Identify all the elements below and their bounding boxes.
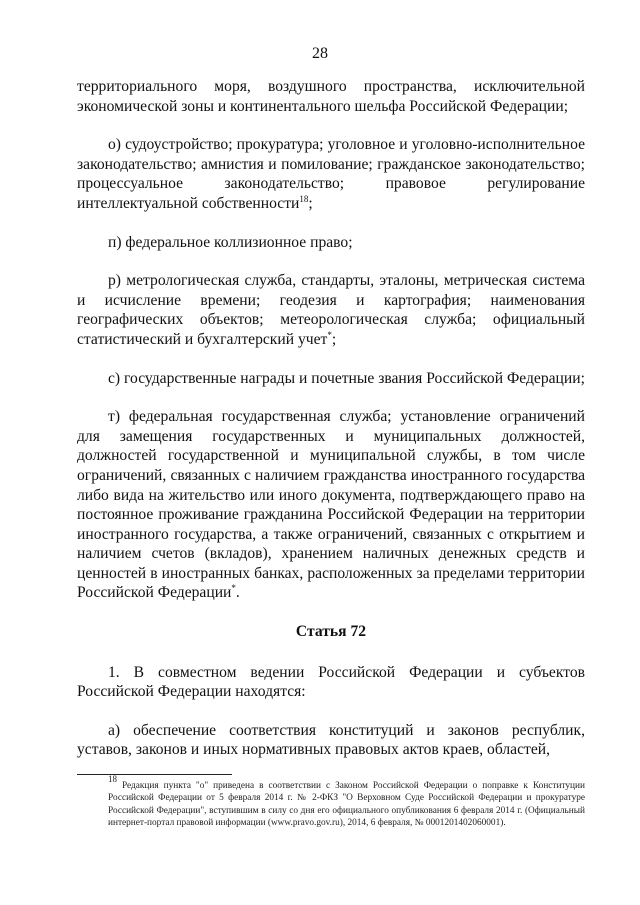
paragraph-p: п) федеральное коллизионное право;	[108, 233, 353, 251]
article-item-a: а) обеспечение соответствия конституций и законов республик, уставов, законов и иных нормативных правовых актов краев, областей,	[77, 721, 585, 759]
footnote-ref-18[interactable]: 18	[299, 193, 309, 204]
paragraph-t-end: .	[235, 584, 240, 602]
footnote-body	[77, 774, 585, 830]
article-item-1: 1. В совместном ведении Российской Федерации и субъектов Российской Федерации находятся:	[77, 663, 585, 701]
footnote-ref-asterisk[interactable]: *	[231, 583, 236, 594]
paragraph-o-text: о) судоустройство; прокуратура; уголовное и уголовно-исполнительное законодательство; амнистия и помилование; гражданское законодательство; процессуальное законодательство; правовое регулирование интеллектуальной собственности	[77, 136, 585, 212]
paragraph-t	[77, 407, 585, 603]
footnote	[77, 774, 585, 830]
paragraph-o-end: ;	[308, 194, 313, 212]
footnote-mark: 18	[108, 774, 117, 784]
paragraph-r-end: ;	[331, 330, 337, 348]
paragraph-intro: территориального моря, воздушного пространства, исключительной экономической зоны и континентального шельфа Российской Федерации;	[77, 78, 585, 115]
page-number: 28	[312, 45, 328, 62]
paragraph-r	[77, 271, 585, 349]
paragraph-r-text: р) метрологическая служба, стандарты, эталоны, метрическая система и исчисление времени; геодезия и картография; наименования географических объектов; метеорологическая служба; официальный статистический и бухгалтерский учет	[77, 272, 585, 348]
article-heading: Статья 72	[295, 623, 367, 641]
paragraph-s: с) государственные награды и почетные звания Российской Федерации;	[108, 369, 585, 387]
paragraph-t-text: т) федеральная государственная служба; установление ограничений для замещения государственных и муниципальных должностей, должностей государственной и муниципальной службы, в том числе ограничений, связанных с наличием гражданства иностранного государства либо вида на жительство или иного документа, подтверждающего право на постоянное проживание гражданина Российской Федерации на территории иностранного государства, а также ограничений, связанных с открытием и наличием счетов (вкладов), хранением наличных денежных средств и ценностей в иностранных банках, расположенных за пределами территории Российской Федерации	[77, 408, 585, 602]
paragraph-o	[77, 135, 585, 213]
footnote-ref-asterisk[interactable]: *	[327, 329, 332, 340]
document-body	[77, 77, 585, 779]
footnote-divider	[77, 774, 232, 775]
footnote-text: Редакция пункта "о" приведена в соответствии с Законом Российской Федерации о поправке к Конституции Российской Федерации от 5 февраля 2014 г. № 2-ФКЗ "О Верховном Суде Российской Федерации и прокуратуре Российской Федерации", вступившим в силу со дня его официального опубликования 6 февраля 2014 г. (Официальный интернет-портал правовой информации (www.pravo.gov.ru), 2014, 6 февраля, № 0001201402060001).	[108, 781, 585, 829]
